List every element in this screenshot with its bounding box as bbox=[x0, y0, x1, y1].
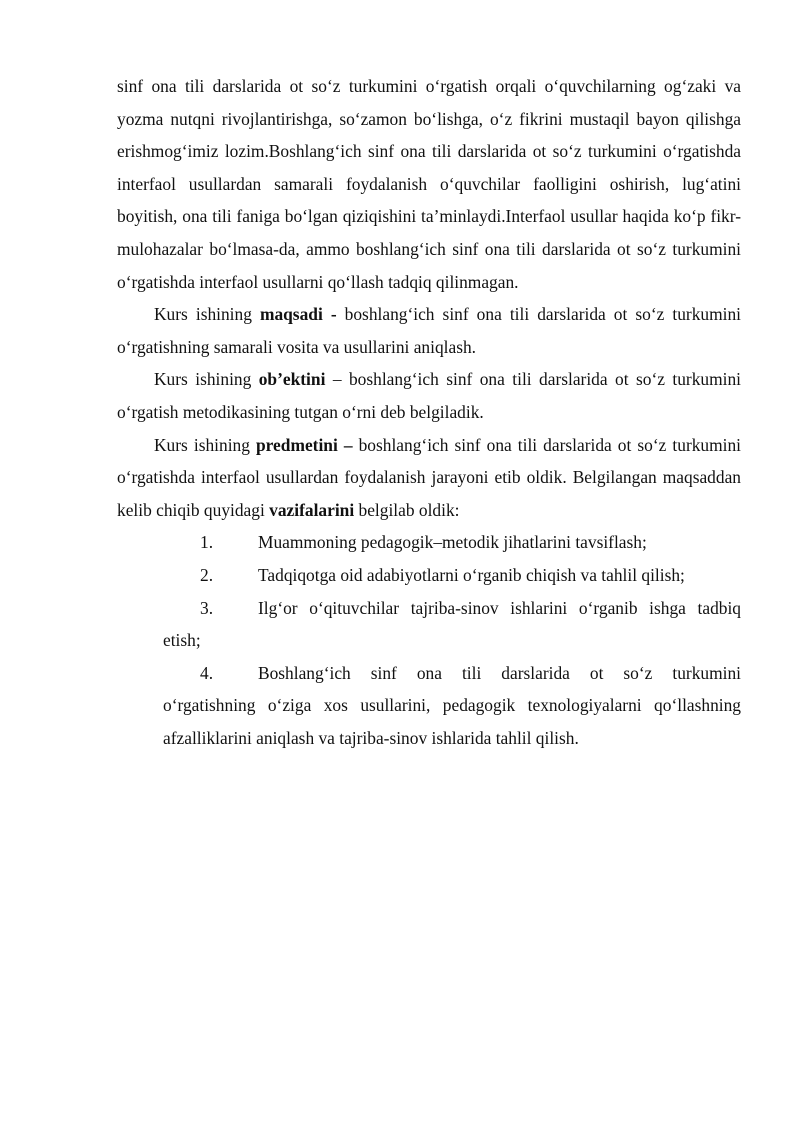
goal-prefix: Kurs ishining bbox=[154, 304, 260, 325]
task-item-3 bbox=[163, 592, 741, 657]
task-item-4 bbox=[163, 657, 741, 755]
object-paragraph bbox=[117, 363, 741, 428]
document-page bbox=[117, 70, 741, 754]
tasks-term: vazifalarini bbox=[269, 499, 355, 520]
task-text-continuation: o‘rgatishning o‘ziga xos usullarini, pedagogik texnologiyalarni qo‘llashning afzalliklarini aniqlash va tajriba-sinov ishlarida tahlil qilish. bbox=[163, 695, 741, 748]
goal-paragraph bbox=[117, 298, 741, 363]
goal-term: maqsadi - bbox=[259, 304, 337, 325]
task-text-continuation: etish; bbox=[163, 630, 201, 651]
tasks-list bbox=[117, 526, 741, 754]
object-prefix: Kurs ishining bbox=[154, 369, 259, 390]
subject-text-end: belgilab oldik: bbox=[354, 499, 460, 520]
subject-paragraph bbox=[117, 429, 741, 527]
task-item-1 bbox=[163, 526, 741, 559]
task-number: 1. bbox=[200, 532, 214, 553]
task-item-2 bbox=[163, 559, 741, 592]
task-text: Tadqiqotga oid adabiyotlarni o‘rganib chiqish va tahlil qilish; bbox=[258, 564, 685, 585]
subject-term: predmetini – bbox=[255, 434, 353, 455]
task-text-first-line: Ilg‘or o‘qituvchilar tajriba-sinov ishlarini o‘rganib ishga tadbiq bbox=[258, 597, 741, 618]
object-term: ob’ektini bbox=[258, 369, 326, 390]
intro-paragraph: sinf ona tili darslarida ot so‘z turkumini o‘rgatish orqali o‘quvchilarning og‘zaki va yozma nutqni rivojlantirishga, so‘zamon bo‘lishga, o‘z fikrini mustaqil bayon qilishga erishmog‘imiz lozim.Boshlang‘ich sinf ona tili darslarida ot so‘z turkumini o‘rgatishda interfaol usullardan samarali foydalanish o‘quvchilar faolligini oshirish, lug‘atini boyitish, ona tili faniga bo‘lgan qiziqishini ta’minlaydi.Interfaol usullar haqida ko‘p fikr-mulohazalar bo‘lmasa-da, ammo boshlang‘ich sinf ona tili darslarida ot so‘z turkumini o‘rgatishda interfaol usullarni qo‘llash tadqiq qilinmagan. bbox=[117, 76, 741, 292]
goal-text: boshlang‘ich sinf ona tili darslarida ot so‘z turkumini o‘rgatishning samarali vosita va usullarini aniqlash. bbox=[117, 304, 741, 357]
task-text: Muammoning pedagogik–metodik jihatlarini tavsiflash; bbox=[258, 532, 647, 553]
task-number: 2. bbox=[200, 564, 214, 585]
subject-text: boshlang‘ich sinf ona tili darslarida ot so‘z turkumini o‘rgatishda interfaol usullardan foydalanish jarayoni etib oldik. Belgilangan maqsaddan kelib chiqib quyidagi bbox=[117, 434, 742, 520]
task-number: 3. bbox=[200, 597, 214, 618]
object-text: – boshlang‘ich sinf ona tili darslarida ot so‘z turkumini o‘rgatish metodikasining tutgan o‘rni deb belgiladik. bbox=[117, 369, 741, 422]
task-text-first-line: Boshlang‘ich sinf ona tili darslarida ot so‘z turkumini bbox=[258, 662, 741, 683]
subject-prefix: Kurs ishining bbox=[154, 434, 256, 455]
task-number: 4. bbox=[200, 662, 214, 683]
